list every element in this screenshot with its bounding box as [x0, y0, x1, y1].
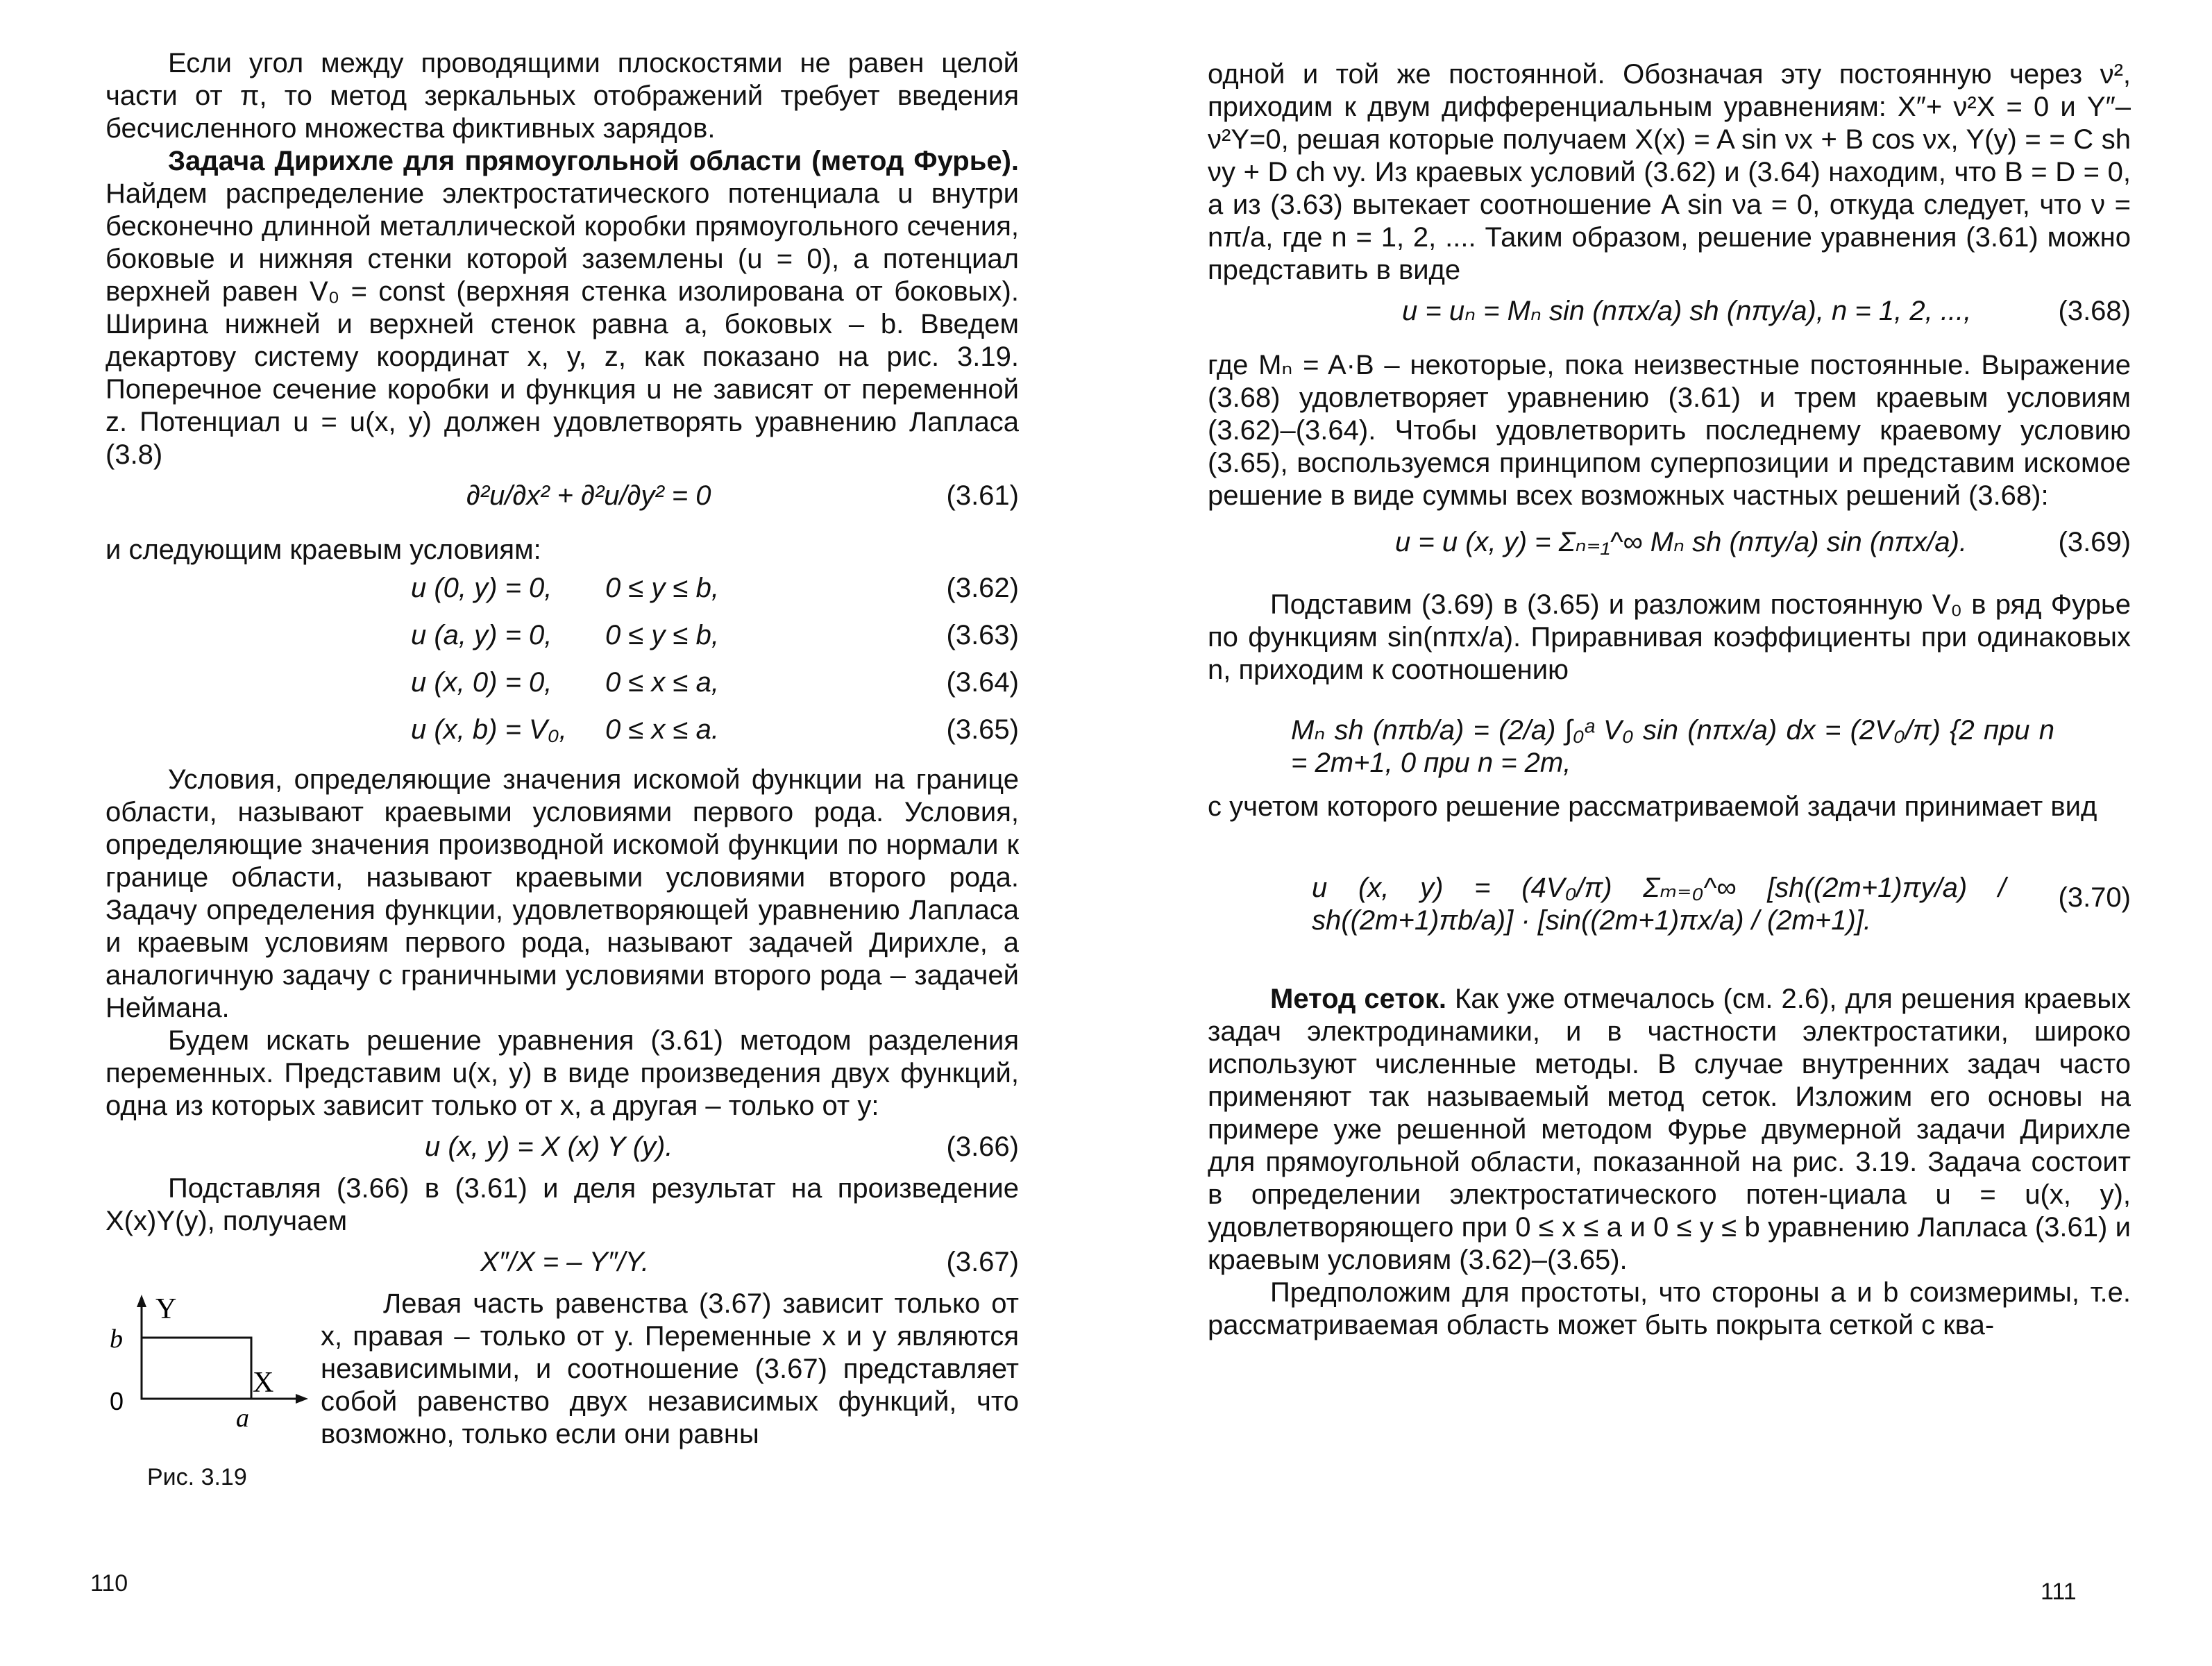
equation-text: u = u (x, y) = Σₙ₌₁^∞ Mₙ sh (nπy/a) sin (nπx/a).: [1395, 527, 1968, 557]
paragraph: [105, 145, 1019, 471]
equation-3-67: [105, 1238, 1019, 1288]
boundary-condition-row: [105, 614, 1019, 661]
origin-label: 0: [110, 1387, 124, 1415]
paragraph: [1208, 983, 2131, 1277]
paragraph-body: Как уже отмечалось (см. 2.6), для решения краевых задач электродинамики, и в частности электростатики, широко используют численные методы. В случае внутренних задач часто применяют так называемый метод сеток. Изложим его основы на примере уже решенной методом Фурье двумерной задачи Дирихле для прямоугольной области, показанной на рис. 3.19. Задача состоит в определении электростатического потен-циала u = u(x, y), удовлетворяющего при 0 ≤ x ≤ a и 0 ≤ y ≤ b уравнению Лапласа (3.61) и краевым условиям (3.62)–(3.65).: [1208, 984, 2131, 1275]
bc-expression: u (0, y) = 0,: [411, 573, 552, 603]
paragraph: с учетом которого решение рассматриваемой задачи принимает вид: [1208, 791, 2097, 822]
equation-number: (3.65): [946, 714, 1019, 745]
equation-3-66: [105, 1122, 1019, 1172]
paragraph-body: Найдем распределение электростатического потенциала u внутри бесконечно длинной металлической коробки прямоугольного сечения, боковые и нижняя стенки которой заземлены (u = 0), а потенциал верхней равен V₀ = const (верхняя стенка изолирована от боковых). Ширина нижней и верхней стенок равна a, боковых – b. Введем декартову систему координат x, y, z, как показано на рис. 3.19. Поперечное сечение коробки и функция u не зависят от переменной z. Потенциал u = u(x, y) должен удовлетворять уравнению Лапласа (3.8): [105, 178, 1019, 470]
equation-number: (3.62): [946, 573, 1019, 603]
section-title: Метод сеток.: [1270, 984, 1446, 1014]
bc-expression: u (a, y) = 0,: [411, 620, 552, 650]
equation-number: (3.68): [2058, 296, 2131, 326]
equation-text: u = uₙ = Mₙ sin (nπx/a) sh (nπy/a), n = 1, 2, ...,: [1402, 296, 1972, 326]
figure-caption: Рис. 3.19: [147, 1464, 247, 1490]
equation-number: (3.63): [946, 620, 1019, 650]
paragraph: Левая часть равенства (3.67) зависит только от x, правая – только от y. Переменные x и y являются независимыми, и соотношение (3.67) представляет собой равенство двух независимых функций, что возможно, только если они равны: [321, 1288, 1019, 1449]
x-axis-label: X: [253, 1367, 274, 1399]
rectangle-region: [142, 1338, 251, 1399]
y-axis-label: Y: [155, 1293, 177, 1325]
figure-3-19: [105, 1288, 314, 1496]
equation-number: (3.67): [946, 1247, 1019, 1277]
y-axis-arrow-icon: [137, 1295, 146, 1307]
paragraph: Подставим (3.69) в (3.65) и разложим постоянную V₀ в ряд Фурье по функциям sin(nπx/a). Приравнивая коэффициенты при одинаковых n, приходим к соотношению: [1208, 589, 2131, 685]
equation-number: (3.64): [946, 667, 1019, 698]
page-number: 111: [2041, 1579, 2077, 1605]
right-page: [1106, 0, 2212, 1666]
paragraph: Если угол между проводящими плоскостями не равен целой части от π, то метод зеркальных отображений требует введения бесчисленного множества фиктивных зарядов.: [105, 48, 1019, 144]
equation-3-68: [1208, 287, 2131, 349]
figure-row: [105, 1288, 1019, 1510]
equation-number: (3.70): [2058, 882, 2131, 913]
bc-range: 0 ≤ y ≤ b,: [605, 620, 719, 650]
bc-range: 0 ≤ x ≤ a,: [605, 667, 719, 698]
bc-range: 0 ≤ x ≤ a.: [605, 714, 719, 745]
equation-3-69: [1208, 512, 2131, 582]
equation-3-70: [1208, 823, 2131, 983]
paragraph: где Mₙ = A·B – некоторые, пока неизвестные постоянные. Выражение (3.68) удовлетворяет уравнению (3.61) и трем краевым условиям (3.62)–(3.64). Чтобы удовлетворить последнему краевому условию (3.65), воспользуемся принципом суперпозиции и представим искомое решение в виде суммы всех возможных частных решений (3.68):: [1208, 350, 2131, 511]
paragraph: и следующим краевым условиям:: [105, 535, 541, 565]
equation-text: u (x, y) = (4V₀/π) Σₘ₌₀^∞ [sh((2m+1)πy/a) / sh((2m+1)πb/a)] · [sin((2m+1)πx/a) / (2m+1)].: [1312, 873, 2006, 936]
equation-text: ∂²u/∂x² + ∂²u/∂y² = 0: [466, 480, 711, 511]
equation-number: (3.69): [2058, 527, 2131, 557]
boundary-condition-row: [105, 661, 1019, 708]
equation-coefficients: [1208, 687, 2131, 791]
b-label: b: [110, 1324, 123, 1354]
equation-text: u (x, y) = X (x) Y (y).: [425, 1131, 673, 1162]
bc-expression: u (x, 0) = 0,: [411, 667, 552, 698]
boundary-condition-row: [105, 566, 1019, 614]
right-text-column: [1208, 58, 2131, 1342]
left-text-column: [105, 47, 1019, 1510]
equation-text: X″/X = – Y″/Y.: [480, 1247, 649, 1277]
page-number: 110: [90, 1570, 128, 1597]
equation-3-61: [105, 471, 1019, 534]
section-title: Задача Дирихле для прямоугольной области (метод Фурье).: [168, 146, 1019, 176]
boundary-condition-row: [105, 708, 1019, 755]
equation-text: Mₙ sh (nπb/a) = (2/a) ∫₀ᵃ V₀ sin (nπx/a) dx = (2V₀/π) {2 при n = 2m+1, 0 при n = 2m,: [1291, 715, 2054, 778]
x-axis-arrow-icon: [296, 1394, 308, 1404]
equation-number: (3.61): [946, 480, 1019, 511]
paragraph: одной и той же постоянной. Обозначая эту постоянную через ν², приходим к двум дифференциальным уравнениям: X″+ ν²X = 0 и Y″–ν²Y=0, решая которые получаем X(x) = A sin νx + B cos νx, Y(y) = = C sh νy + D ch νy. Из краевых условий (3.62) и (3.64) находим, что B = D = 0, а из (3.63) вытекает соотношение A sin νa = 0, откуда следует, что ν = nπ/a, где n = 1, 2, .... Таким образом, решение уравнения (3.61) можно представить в виде: [1208, 59, 2131, 285]
paragraph: Предположим для простоты, что стороны a и b соизмеримы, т.е. рассматриваемая область может быть покрыта сеткой с ква-: [1208, 1277, 2131, 1340]
bc-range: 0 ≤ y ≤ b,: [605, 573, 719, 603]
equation-number: (3.66): [946, 1131, 1019, 1162]
paragraph: Будем искать решение уравнения (3.61) методом разделения переменных. Представим u(x, y) в виде произведения двух функций, одна из которых зависит только от x, а другая – только от y:: [105, 1025, 1019, 1121]
a-label: a: [236, 1404, 249, 1433]
coordinate-diagram: [105, 1288, 314, 1454]
paragraph: Подставляя (3.66) в (3.61) и деля результат на произведение X(x)Y(y), получаем: [105, 1173, 1019, 1236]
bc-expression: u (x, b) = V₀,: [411, 714, 567, 745]
paragraph: Условия, определяющие значения искомой функции на границе области, называют краевыми условиями первого рода. Условия, определяющие значения производной искомой функции по нормали к границе области, называют краевыми условиями второго рода. Задачу определения функции, удовлетворяющей уравнению Лапласа и краевым условиям первого рода, называют задачей Дирихле, а аналогичную задачу с граничными условиями второго рода – задачей Неймана.: [105, 764, 1019, 1023]
